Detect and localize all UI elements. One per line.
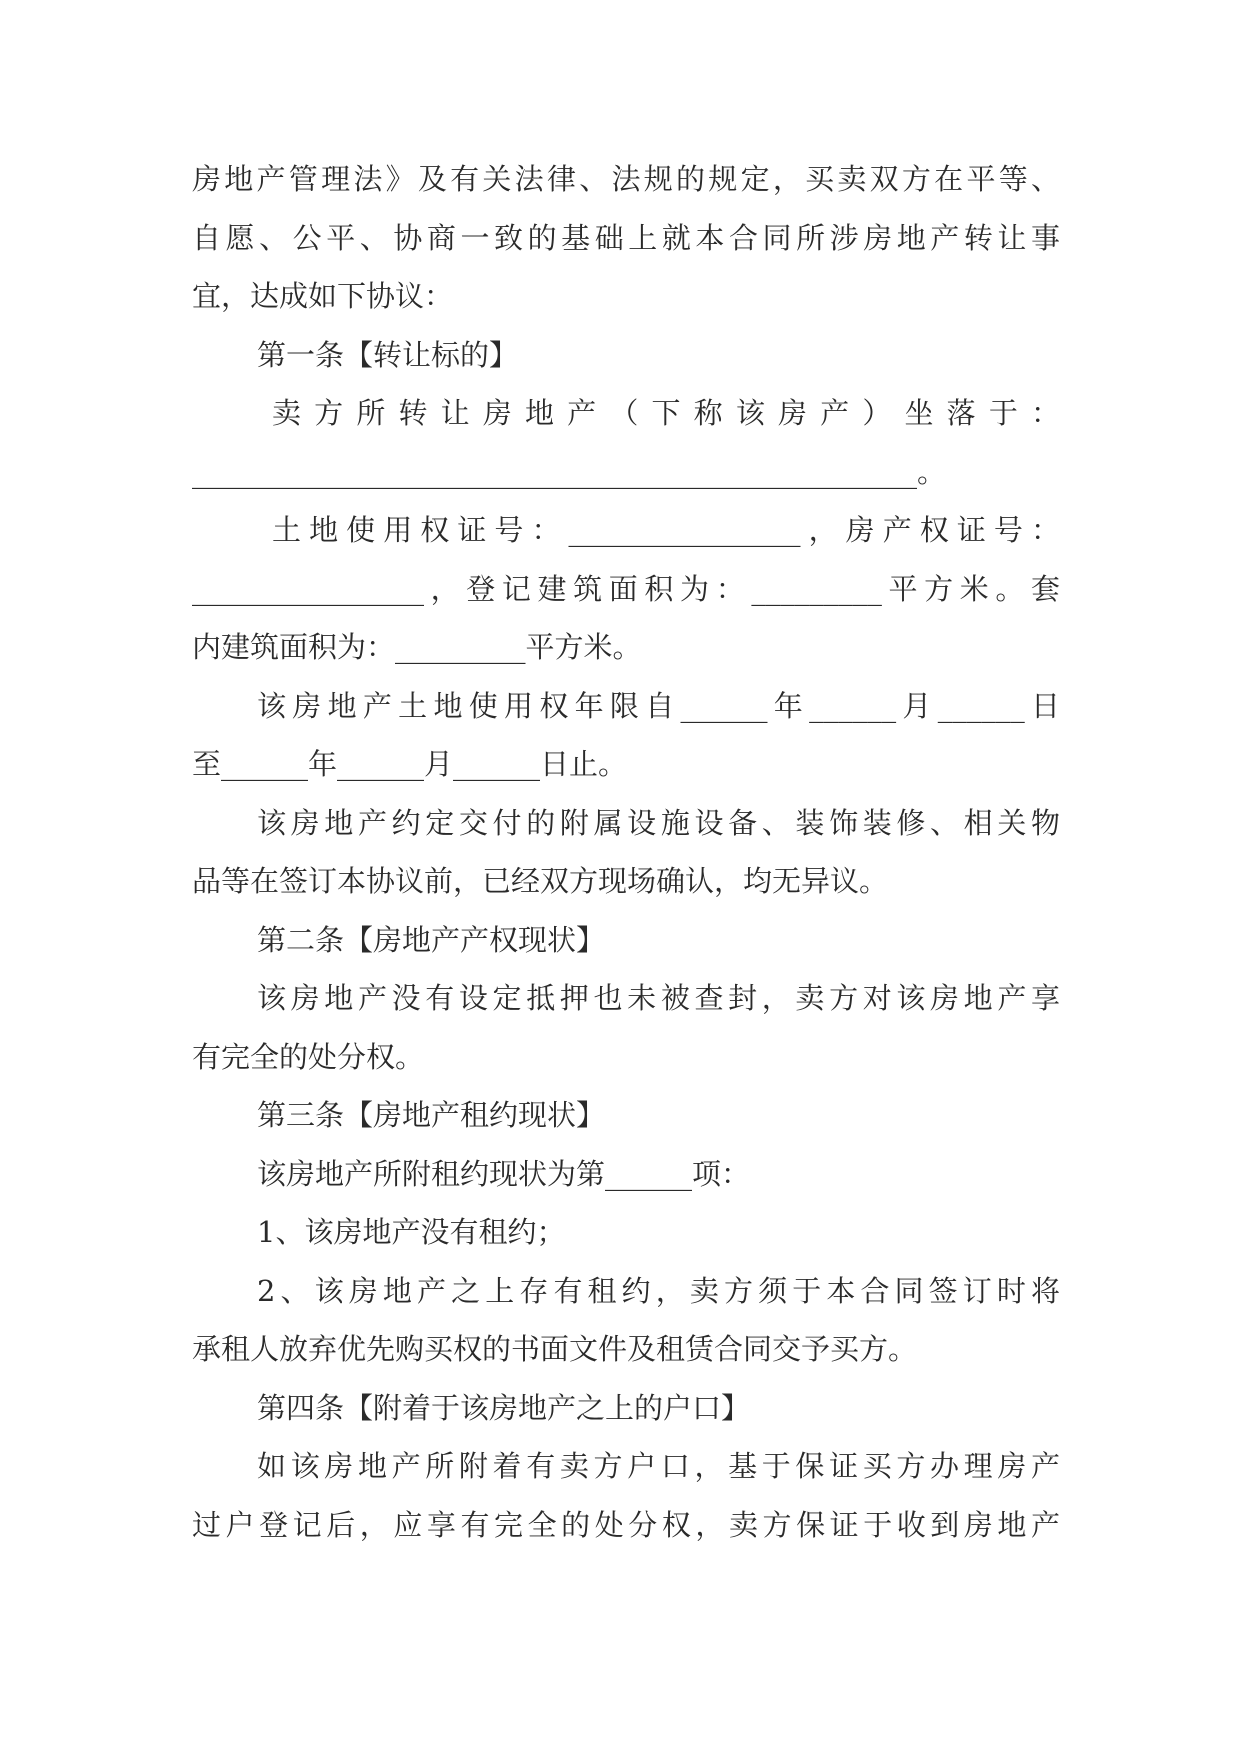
text-line: 土地使用权证号：________________，房产权证号： <box>272 513 1060 547</box>
text-line: 卖方所转让房地产（下称该房产）坐落于： <box>272 396 1060 430</box>
list-item: 1、该房地产没有租约； <box>257 1215 566 1249</box>
contract-body <box>192 150 1060 1554</box>
article-heading: 第三条【房地产租约现状】 <box>257 1098 606 1132</box>
text-line: 该房地产所附租约现状为第______项： <box>257 1156 751 1191</box>
text-line: 如该房地产所附着有卖方户口，基于保证买方办理房产 <box>257 1449 1060 1483</box>
text-line: 宜，达成如下协议： <box>192 279 454 313</box>
blank-line: __________________________________________________。 <box>192 454 947 489</box>
text-line: ________________，登记建筑面积为：_________平方米。套 <box>192 571 1060 606</box>
text-line: 至______年______月______日止。 <box>192 747 628 781</box>
article-heading: 第二条【房地产产权现状】 <box>257 922 606 957</box>
text-line: 过户登记后，应享有完全的处分权，卖方保证于收到房地产 <box>192 1507 1060 1542</box>
text-line: 内建筑面积为：_________平方米。 <box>192 630 642 664</box>
text-line: 自愿、公平、协商一致的基础上就本合同所涉房地产转让事 <box>192 220 1060 255</box>
text-line: 承租人放弃优先购买权的书面文件及租赁合同交予买方。 <box>192 1332 918 1366</box>
text-line: 有完全的处分权。 <box>192 1039 425 1074</box>
text-line: 该房地产没有设定抵押也未被查封，卖方对该房地产享 <box>257 981 1060 1015</box>
text-line: 该房地产土地使用权年限自______年______月______日 <box>257 688 1060 723</box>
article-heading: 第四条【附着于该房地产之上的户口】 <box>257 1390 751 1425</box>
text-line: 房地产管理法》及有关法律、法规的规定，买卖双方在平等、 <box>192 162 1060 196</box>
article-heading: 第一条【转让标的】 <box>257 337 519 372</box>
text-line: 该房地产约定交付的附属设施设备、装饰装修、相关物 <box>257 805 1060 840</box>
text-line: 品等在签订本协议前，已经双方现场确认，均无异议。 <box>192 864 889 898</box>
list-item: 2、该房地产之上存有租约，卖方须于本合同签订时将 <box>257 1273 1060 1308</box>
